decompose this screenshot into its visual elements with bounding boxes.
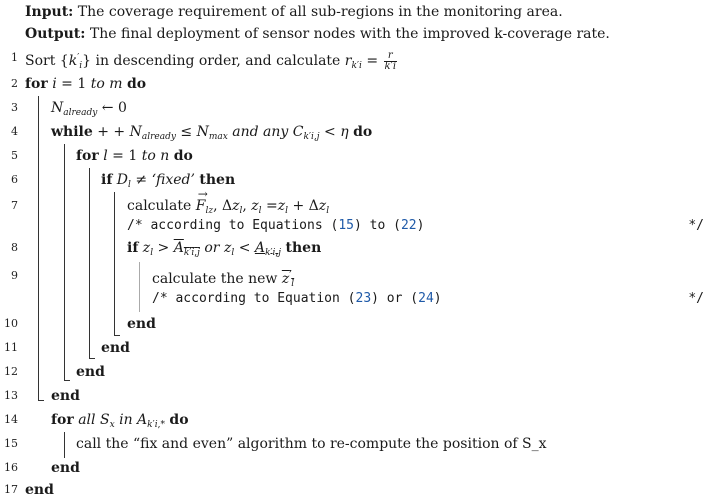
- math-comma: ,: [313, 132, 317, 142]
- math-N: N: [51, 100, 64, 116]
- math-prime: ′: [270, 248, 273, 258]
- algo-line-8: [0, 236, 714, 260]
- keyword-end: end: [51, 388, 80, 404]
- text-to: to: [141, 148, 156, 164]
- math-delta: Δ: [308, 198, 319, 214]
- keyword-end: end: [127, 316, 156, 332]
- line-number: 15: [4, 437, 18, 450]
- math-l: l: [103, 148, 108, 164]
- keyword-end: end: [25, 482, 54, 498]
- math-eq: =: [61, 76, 73, 92]
- algo-line-12: [0, 360, 714, 384]
- math-one: 1: [77, 76, 87, 92]
- math-n: n: [160, 148, 170, 164]
- line-number: 5: [11, 149, 18, 162]
- math-eq: =: [112, 148, 124, 164]
- math-F-vector: F: [195, 198, 206, 214]
- fraction-numerator: r: [384, 51, 398, 62]
- keyword-then: then: [285, 240, 322, 256]
- text-fragment: Sort {: [25, 53, 69, 69]
- math-gt: >: [157, 240, 170, 256]
- algo-comment-1: [0, 214, 714, 238]
- comment-text: ) or (: [371, 291, 419, 306]
- math-prime: ′: [356, 61, 359, 71]
- math-sub-max: max: [208, 132, 228, 142]
- math-prime: ′: [308, 132, 312, 142]
- math-z: z: [232, 198, 240, 214]
- keyword-for: for: [76, 148, 99, 164]
- math-k: k: [265, 248, 271, 258]
- math-z: z: [142, 240, 151, 256]
- math-k: k: [147, 420, 153, 430]
- keyword-do: do: [169, 412, 189, 428]
- algo-line-15: [0, 432, 714, 456]
- math-A-lower: A: [254, 240, 265, 256]
- math-one: 1: [128, 148, 138, 164]
- math-sub-l: l: [239, 206, 243, 216]
- math-A-upper: A: [173, 240, 184, 256]
- text-fix-and-even-call: call the “fix and even” algorithm to re-compute the position of S_x: [76, 436, 547, 452]
- equation-ref-23[interactable]: 23: [355, 291, 372, 306]
- line-number: 3: [11, 101, 18, 114]
- line-number: 10: [4, 317, 18, 330]
- math-r: r: [344, 53, 352, 69]
- output-label: Output:: [25, 26, 86, 42]
- keyword-for: for: [51, 412, 74, 428]
- math-prime: ′: [390, 60, 393, 72]
- algo-line-11: [0, 336, 714, 360]
- algo-line-5: [0, 144, 714, 168]
- math-neq: ≠: [135, 172, 148, 188]
- keyword-while: while: [51, 124, 93, 140]
- line-number: 9: [11, 269, 18, 282]
- comment-text: ) to (: [353, 218, 401, 233]
- output-line: [0, 22, 714, 46]
- comment-end: */: [688, 218, 704, 233]
- math-sub-already: already: [141, 132, 176, 142]
- algo-line-10: [0, 312, 714, 336]
- math-prime: ′: [189, 248, 192, 258]
- math-i: i: [359, 61, 362, 71]
- algo-line-1: [0, 46, 714, 70]
- keyword-for: for: [25, 76, 48, 92]
- math-star: *: [160, 420, 165, 430]
- math-A: A: [137, 412, 148, 428]
- math-sub-l: l: [258, 206, 262, 216]
- line-number: 7: [11, 199, 18, 212]
- algo-line-16: [0, 456, 714, 480]
- line-number: 16: [4, 461, 18, 474]
- text-in: in: [119, 412, 133, 428]
- math-z: z: [277, 198, 286, 214]
- text-or: or: [204, 240, 220, 256]
- line-number: 14: [4, 413, 18, 426]
- algo-line-17: [0, 478, 714, 502]
- algo-line-9: [0, 264, 714, 288]
- output-text: The final deployment of sensor nodes with the improved k-coverage rate.: [89, 26, 610, 42]
- line-number: 11: [4, 341, 18, 354]
- comment-text: ): [416, 218, 425, 233]
- math-lt: <: [324, 124, 336, 140]
- keyword-do: do: [126, 76, 147, 92]
- math-j: j: [278, 248, 282, 258]
- keyword-end: end: [101, 340, 130, 356]
- algo-line-3: [0, 96, 714, 120]
- line-number: 2: [11, 77, 18, 90]
- math-prime: ′: [152, 420, 155, 430]
- equation-ref-24[interactable]: 24: [418, 291, 434, 306]
- math-i: i: [392, 60, 397, 72]
- math-k: k: [384, 60, 391, 72]
- math-zero: 0: [117, 100, 127, 116]
- math-eq: =: [366, 53, 379, 69]
- input-text: The coverage requirement of all sub-regions in the monitoring area.: [77, 4, 563, 20]
- math-z: z: [281, 271, 290, 287]
- math-i: i: [79, 61, 83, 71]
- math-k: k: [303, 132, 309, 142]
- text-and-any: and any: [232, 124, 289, 140]
- math-eq: =: [266, 198, 278, 214]
- math-eta: η: [340, 124, 349, 140]
- math-S: S: [99, 412, 110, 428]
- text-fragment: } in descending order, and calculate: [82, 53, 341, 69]
- line-number: 1: [11, 51, 18, 64]
- math-z: z: [223, 240, 232, 256]
- math-increment: + +: [97, 124, 126, 140]
- comment-end: */: [688, 291, 704, 306]
- fraction-r-over-k: [384, 51, 398, 72]
- math-plus: +: [292, 198, 305, 214]
- math-lt: <: [238, 240, 251, 256]
- line-number: 6: [11, 173, 18, 186]
- keyword-do: do: [353, 124, 373, 140]
- keyword-then: then: [199, 172, 236, 188]
- math-comma: ,: [275, 248, 279, 258]
- text-to: to: [90, 76, 105, 92]
- math-sub-l: l: [326, 206, 330, 216]
- math-k: k: [351, 61, 357, 71]
- math-i: i: [272, 248, 276, 258]
- math-D: D: [116, 172, 129, 188]
- algo-line-4: [0, 120, 714, 144]
- line-number: 17: [4, 483, 18, 496]
- comment-text: ): [433, 291, 442, 306]
- algo-line-2: [0, 72, 714, 96]
- input-label: Input:: [25, 4, 74, 20]
- math-sub-l: l: [231, 248, 235, 258]
- math-sub-already: already: [63, 108, 98, 118]
- algo-line-13: [0, 384, 714, 408]
- input-line: [0, 0, 714, 24]
- math-sub-lz: lz: [205, 206, 214, 216]
- line-number: 4: [11, 125, 18, 138]
- math-k: k: [68, 53, 78, 69]
- math-i: i: [191, 248, 195, 258]
- math-z: z: [318, 198, 327, 214]
- line-number: 13: [4, 389, 18, 402]
- math-sub-x: x: [109, 420, 115, 430]
- keyword-if: if: [101, 172, 113, 188]
- text-all: all: [78, 412, 96, 428]
- math-prime: ′: [77, 53, 80, 63]
- math-sub-l: l: [285, 206, 289, 216]
- math-i: i: [52, 76, 57, 92]
- math-k: k: [183, 248, 190, 258]
- math-prime: ′: [289, 271, 292, 281]
- math-N: N: [129, 124, 142, 140]
- math-delta: Δ: [221, 198, 233, 214]
- math-arrow: ←: [101, 100, 114, 116]
- math-N: N: [196, 124, 209, 140]
- math-j: j: [316, 132, 320, 142]
- math-sub-l: l: [291, 279, 295, 289]
- math-sub-l: l: [128, 180, 131, 190]
- line-number: 8: [11, 241, 18, 254]
- math-comma: ,: [157, 420, 161, 430]
- text-calculate-new: calculate the new: [152, 271, 278, 287]
- math-C: C: [292, 124, 304, 140]
- math-sub-l: l: [150, 248, 154, 258]
- line-number: 12: [4, 365, 18, 378]
- text-calculate: calculate: [127, 198, 192, 214]
- keyword-end: end: [51, 460, 80, 476]
- equation-ref-15[interactable]: 15: [338, 218, 354, 233]
- math-comma: ,: [194, 248, 198, 258]
- math-comma: ,: [242, 198, 247, 214]
- keyword-end: end: [76, 364, 105, 380]
- math-i: i: [154, 420, 158, 430]
- algo-line-14: [0, 408, 714, 432]
- comment-text: /* according to Equation (: [152, 291, 356, 306]
- math-z: z: [251, 198, 259, 214]
- algo-comment-2: [0, 287, 714, 311]
- math-j: j: [197, 248, 200, 258]
- math-le: ≤: [180, 124, 193, 140]
- keyword-do: do: [173, 148, 193, 164]
- text-fixed: ‘fixed’: [151, 172, 195, 188]
- algo-line-6: [0, 168, 714, 192]
- equation-ref-22[interactable]: 22: [400, 218, 417, 233]
- comment-text: /* according to Equations (: [127, 218, 339, 233]
- math-i: i: [311, 132, 314, 142]
- math-m: m: [109, 76, 123, 92]
- math-comma: ,: [213, 198, 218, 214]
- keyword-if: if: [127, 240, 139, 256]
